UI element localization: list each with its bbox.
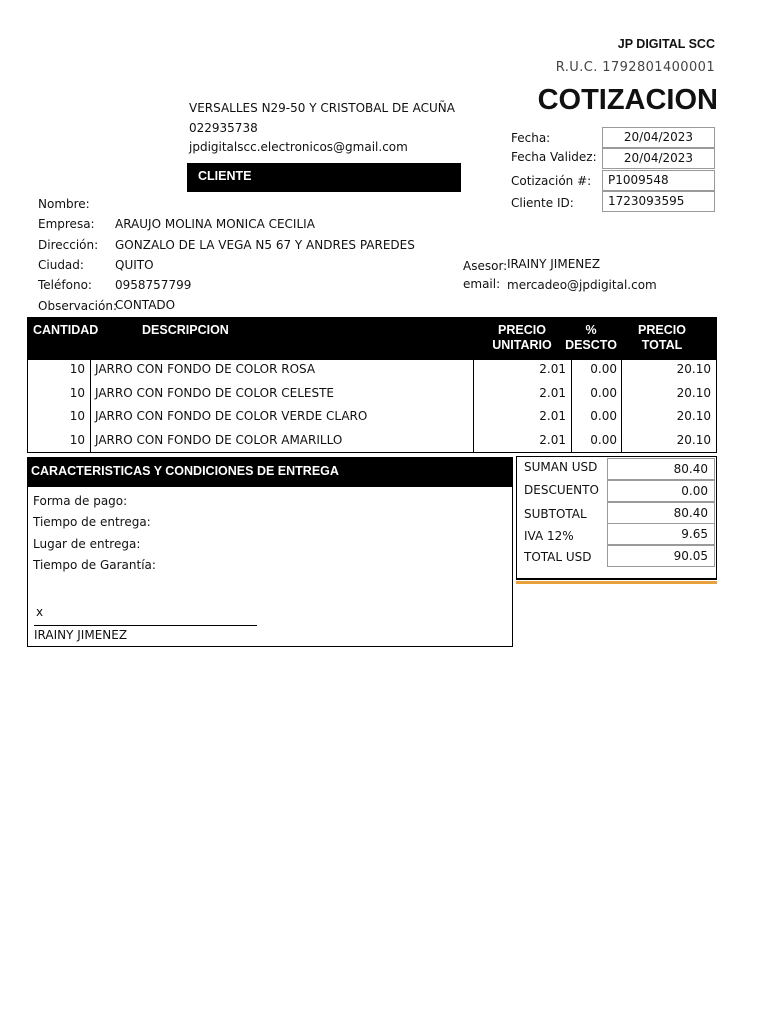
- row-total: 20.10: [676, 409, 711, 423]
- row-discount: 0.00: [572, 429, 622, 453]
- row-quantity: 10: [28, 429, 91, 453]
- company-address: VERSALLES N29-50 Y CRISTOBAL DE ACUÑA: [189, 101, 455, 115]
- client-company-value: ARAUJO MOLINA MONICA CECILIA: [115, 217, 315, 231]
- col-unit-price-header: [487, 323, 557, 353]
- payment-method-label: Forma de pago:: [33, 494, 128, 508]
- table-row: [28, 405, 716, 429]
- advisor-email-label: email:: [463, 277, 501, 291]
- subtotal-label: SUBTOTAL: [524, 507, 587, 521]
- signer-name: IRAINY JIMENEZ: [34, 628, 128, 642]
- total-header-line1: PRECIO: [638, 323, 686, 337]
- totals-box: [516, 456, 717, 580]
- table-row: [28, 429, 716, 453]
- row-description: JARRO CON FONDO DE COLOR AMARILLO: [91, 429, 474, 453]
- date-label: Fecha:: [511, 131, 551, 145]
- company-email: jpdigitalscc.electronicos@gmail.com: [189, 140, 408, 154]
- col-discount-header: [560, 323, 622, 353]
- row-total: 20.10: [676, 385, 711, 400]
- client-address-label: Dirección:: [38, 238, 99, 252]
- row-total: 20.10: [676, 432, 711, 447]
- signature-mark: x: [36, 605, 44, 619]
- delivery-conditions-title: CARACTERISTICAS Y CONDICIONES DE ENTREGA: [28, 458, 512, 487]
- row-unit-price: 2.01: [474, 429, 572, 453]
- unit-price-header-line2: UNITARIO: [492, 338, 552, 352]
- row-quantity: 10: [28, 382, 91, 406]
- col-quantity-header: CANTIDAD: [33, 323, 99, 337]
- grand-total-value: 90.05: [607, 545, 715, 567]
- row-description: JARRO CON FONDO DE COLOR VERDE CLARO: [91, 405, 474, 429]
- row-quantity: 10: [28, 405, 91, 429]
- row-discount: 0.00: [572, 405, 622, 429]
- row-unit-price: 2.01: [474, 358, 572, 382]
- row-unit-price: 2.01: [474, 405, 572, 429]
- client-city-label: Ciudad:: [38, 258, 84, 272]
- date-value: 20/04/2023: [602, 127, 715, 148]
- advisor-name: IRAINY JIMENEZ: [507, 257, 601, 271]
- delivery-conditions-box: [27, 457, 513, 647]
- company-name: JP DIGITAL SCC: [617, 37, 715, 51]
- discount-header-line2: DESCTO: [565, 338, 617, 352]
- row-description: JARRO CON FONDO DE COLOR ROSA: [91, 358, 474, 382]
- subtotal-sum-value: 80.40: [607, 458, 715, 480]
- grand-total-label: TOTAL USD: [524, 550, 592, 564]
- items-table-body: [27, 358, 717, 453]
- row-discount: 0.00: [572, 382, 622, 406]
- iva-label: IVA 12%: [524, 529, 574, 543]
- quote-number-value: P1009548: [602, 170, 715, 191]
- discount-label: DESCUENTO: [524, 483, 599, 497]
- advisor-label: Asesor:: [463, 259, 508, 273]
- client-city-value: QUITO: [115, 258, 154, 272]
- row-description: JARRO CON FONDO DE COLOR CELESTE: [91, 382, 474, 406]
- discount-header-line1: %: [585, 323, 597, 337]
- col-total-header: [627, 323, 697, 353]
- warranty-time-label: Tiempo de Garantía:: [33, 558, 156, 572]
- table-row: [28, 382, 716, 406]
- row-quantity: 10: [28, 358, 91, 382]
- client-address-value: GONZALO DE LA VEGA N5 67 Y ANDRES PAREDES: [115, 238, 415, 252]
- totals-accent-line: [516, 581, 717, 584]
- client-id-value: 1723093595: [602, 191, 715, 212]
- advisor-email: mercadeo@jpdigital.com: [507, 278, 657, 292]
- discount-value: 0.00: [607, 480, 715, 502]
- client-id-label: Cliente ID:: [511, 196, 574, 210]
- row-discount: 0.00: [572, 358, 622, 382]
- validity-label: Fecha Validez:: [511, 150, 597, 164]
- client-section-header: CLIENTE: [187, 163, 461, 192]
- row-unit-price: 2.01: [474, 382, 572, 406]
- quote-number-label: Cotización #:: [511, 174, 592, 188]
- client-name-label: Nombre:: [38, 197, 90, 211]
- unit-price-header-line1: PRECIO: [498, 323, 546, 337]
- delivery-place-label: Lugar de entrega:: [33, 537, 141, 551]
- client-observation-label: Observación:: [38, 299, 118, 313]
- delivery-time-label: Tiempo de entrega:: [33, 515, 151, 529]
- iva-value: 9.65: [607, 523, 715, 545]
- subtotal-sum-label: SUMAN USD: [524, 460, 598, 474]
- client-company-label: Empresa:: [38, 217, 95, 231]
- client-phone-label: Teléfono:: [38, 278, 92, 292]
- col-description-header: DESCRIPCION: [142, 323, 229, 337]
- signature-line: [34, 625, 257, 626]
- validity-value: 20/04/2023: [602, 148, 715, 169]
- subtotal-value: 80.40: [607, 502, 715, 524]
- row-total: 20.10: [676, 362, 711, 376]
- client-observation-value: CONTADO: [115, 298, 176, 312]
- document-title: COTIZACION: [537, 84, 718, 116]
- client-phone-value: 0958757799: [115, 278, 192, 292]
- company-phone: 022935738: [189, 121, 258, 135]
- table-row: [28, 358, 716, 382]
- company-ruc: R.U.C. 1792801400001: [555, 60, 715, 75]
- items-table-header: [27, 317, 717, 360]
- total-header-line2: TOTAL: [641, 338, 683, 352]
